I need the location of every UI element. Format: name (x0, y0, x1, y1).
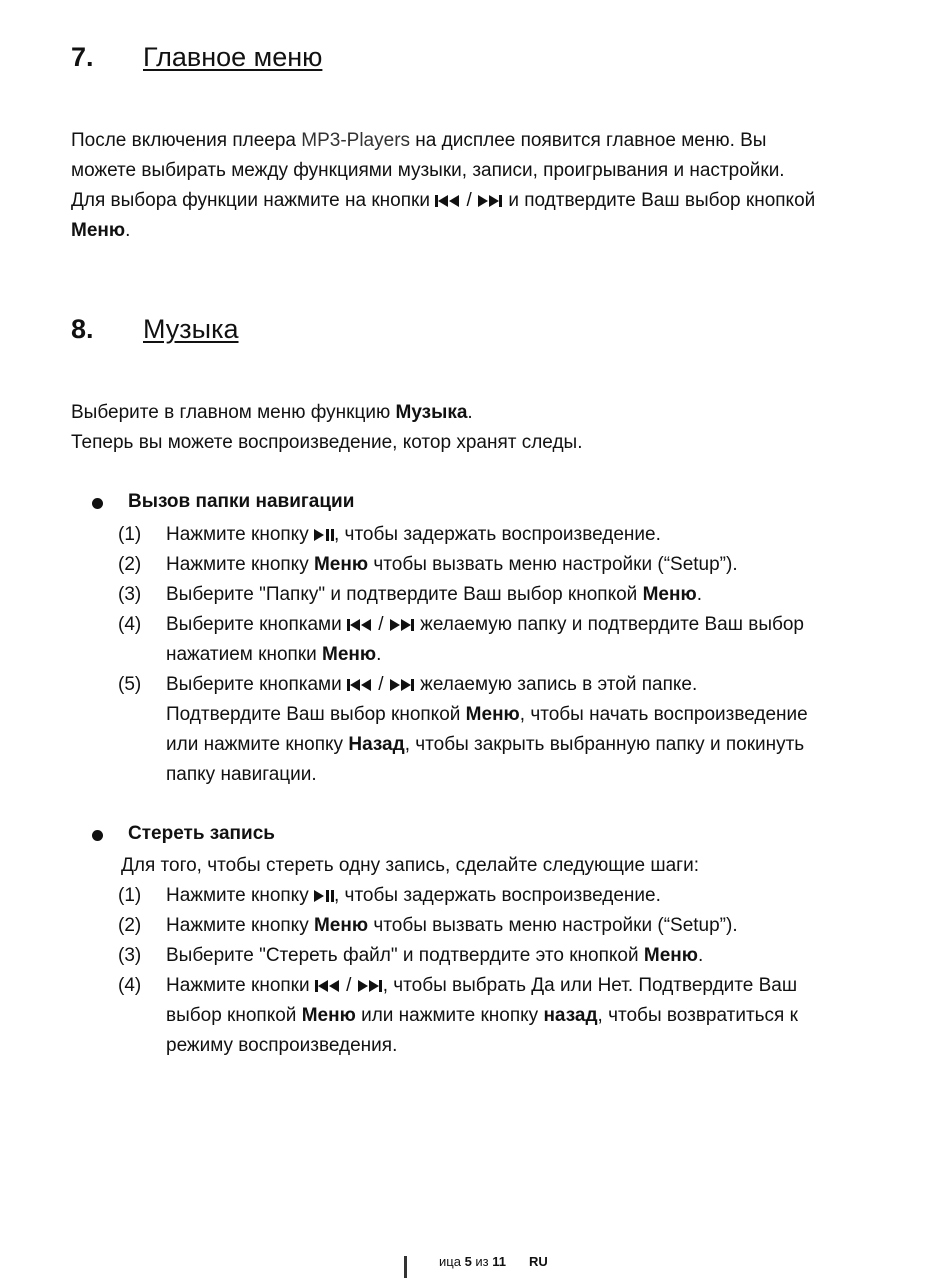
prev-track-icon (315, 979, 341, 993)
bullet-title-delete: Стереть запись (128, 823, 275, 844)
next-track-icon (389, 618, 415, 632)
section-7-paragraph-line-2: можете выбирать между функциями музыки, записи, проигрывания и настройки. (71, 160, 785, 181)
prev-track-icon (347, 678, 373, 692)
next-track-icon (389, 678, 415, 692)
list-item: Нажмите кнопку , чтобы задержать воспроизведение. (166, 524, 661, 545)
page-indicator: ица 5 из 11 (439, 1254, 506, 1269)
bullet-intro: Для того, чтобы стереть одну запись, сделайте следующие шаги: (121, 855, 699, 876)
section-8-number: 8. (71, 314, 94, 344)
list-item-continuation: Подтвердите Ваш выбор кнопкой Меню, чтобы начать воспроизведение (166, 704, 808, 725)
list-number: (4) (118, 614, 142, 635)
next-track-icon (477, 194, 503, 208)
section-7-paragraph-line-1: После включения плеера MP3-Players на дисплее появится главное меню. Вы (71, 130, 767, 151)
list-number: (3) (118, 945, 142, 966)
section-7-paragraph-line-4: Меню. (71, 220, 131, 241)
list-item-continuation: папку навигации. (166, 764, 317, 785)
section-7-paragraph-line-3: Для выбора функции нажмите на кнопки / и подтвердите Ваш выбор кнопкой (71, 190, 816, 211)
prev-track-icon (347, 618, 373, 632)
section-8-title: Музыка (143, 314, 239, 344)
list-item: Выберите кнопками / желаемую запись в этой папке. (166, 674, 698, 695)
next-track-icon (357, 979, 383, 993)
list-item-continuation: или нажмите кнопку Назад, чтобы закрыть выбранную папку и покинуть (166, 734, 805, 755)
list-item-continuation: режиму воспроизведения. (166, 1035, 398, 1056)
bullet-dot (92, 830, 103, 841)
list-number: (3) (118, 584, 142, 605)
list-number: (1) (118, 524, 142, 545)
list-item: Нажмите кнопку Меню чтобы вызвать меню настройки (“Setup”). (166, 915, 738, 936)
list-number: (2) (118, 554, 142, 575)
footer-divider (404, 1256, 407, 1278)
prev-track-icon (435, 194, 461, 208)
list-item: Выберите "Стереть файл" и подтвердите это кнопкой Меню. (166, 945, 704, 966)
list-item: Нажмите кнопку Меню чтобы вызвать меню настройки (“Setup”). (166, 554, 738, 575)
list-item-continuation: выбор кнопкой Меню или нажмите кнопку назад, чтобы возвратиться к (166, 1005, 798, 1026)
language-label: RU (529, 1254, 548, 1269)
section-8-intro-line-1: Выберите в главном меню функцию Музыка. (71, 402, 473, 423)
list-item: Выберите кнопками / желаемую папку и подтвердите Ваш выбор (166, 614, 805, 635)
list-number: (2) (118, 915, 142, 936)
section-7-number: 7. (71, 42, 94, 72)
section-8-intro-line-2: Теперь вы можете воспроизведение, котор хранят следы. (71, 432, 583, 453)
list-number: (5) (118, 674, 142, 695)
list-item: Нажмите кнопку , чтобы задержать воспроизведение. (166, 885, 661, 906)
bullet-dot (92, 498, 103, 509)
list-number: (4) (118, 975, 142, 996)
list-item: Выберите "Папку" и подтвердите Ваш выбор кнопкой Меню. (166, 584, 702, 605)
section-7-title: Главное меню (143, 42, 323, 72)
list-item-continuation: нажатием кнопки Меню. (166, 644, 382, 665)
list-item: Нажмите кнопки / , чтобы выбрать Да или Нет. Подтвердите Ваш (166, 975, 798, 996)
list-number: (1) (118, 885, 142, 906)
bullet-title-navigation: Вызов папки навигации (128, 491, 355, 512)
play-pause-icon (314, 889, 334, 903)
play-pause-icon (314, 528, 334, 542)
